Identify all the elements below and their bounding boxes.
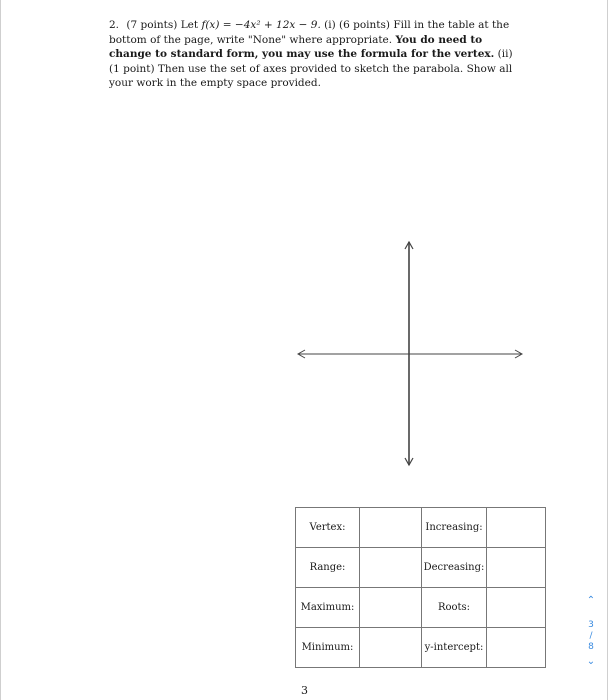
part-i-instructions: (i) (6 points) Fill in the table at the bottom of the page, write "None" where appropriate. — [109, 19, 510, 46]
y-intercept-label: y-intercept: — [422, 628, 487, 668]
chevron-up-icon[interactable]: ⌃ — [586, 595, 596, 606]
roots-label: Roots: — [422, 588, 487, 628]
problem-text — [109, 18, 521, 91]
table-row — [296, 508, 546, 548]
total-pages: 8 — [588, 642, 594, 652]
vertex-label: Vertex: — [296, 508, 360, 548]
maximum-answer-cell[interactable] — [360, 588, 422, 628]
decreasing-label: Decreasing: — [422, 548, 487, 588]
table-row — [296, 588, 546, 628]
page-separator: / — [589, 631, 593, 641]
current-page: 3 — [588, 620, 594, 630]
minimum-label: Minimum: — [296, 628, 360, 668]
answer-table — [295, 507, 546, 668]
decreasing-answer-cell[interactable] — [487, 548, 546, 588]
maximum-label: Maximum: — [296, 588, 360, 628]
problem-number: 2. — [109, 19, 120, 31]
roots-answer-cell[interactable] — [487, 588, 546, 628]
increasing-answer-cell[interactable] — [487, 508, 546, 548]
page-navigator — [583, 596, 599, 667]
problem-intro: (7 points) Let — [126, 19, 199, 31]
coordinate-axes — [293, 238, 533, 470]
table-row — [296, 628, 546, 668]
page-number: 3 — [301, 684, 308, 697]
y-intercept-answer-cell[interactable] — [487, 628, 546, 668]
part-ii-instructions: (ii) (1 point) Then use the set of axes provided to sketch the parabola. Show all your work in the empty space provided. — [109, 48, 513, 89]
range-label: Range: — [296, 548, 360, 588]
chevron-down-icon[interactable]: ⌄ — [586, 656, 596, 667]
vertex-answer-cell[interactable] — [360, 508, 422, 548]
increasing-label: Increasing: — [422, 508, 487, 548]
table-row — [296, 548, 546, 588]
function-definition: f(x) = −4x² + 12x − 9. — [201, 19, 321, 31]
minimum-answer-cell[interactable] — [360, 628, 422, 668]
bold-note: You do need to change to standard form, you may use the formula for the vertex. — [109, 33, 495, 60]
range-answer-cell[interactable] — [360, 548, 422, 588]
